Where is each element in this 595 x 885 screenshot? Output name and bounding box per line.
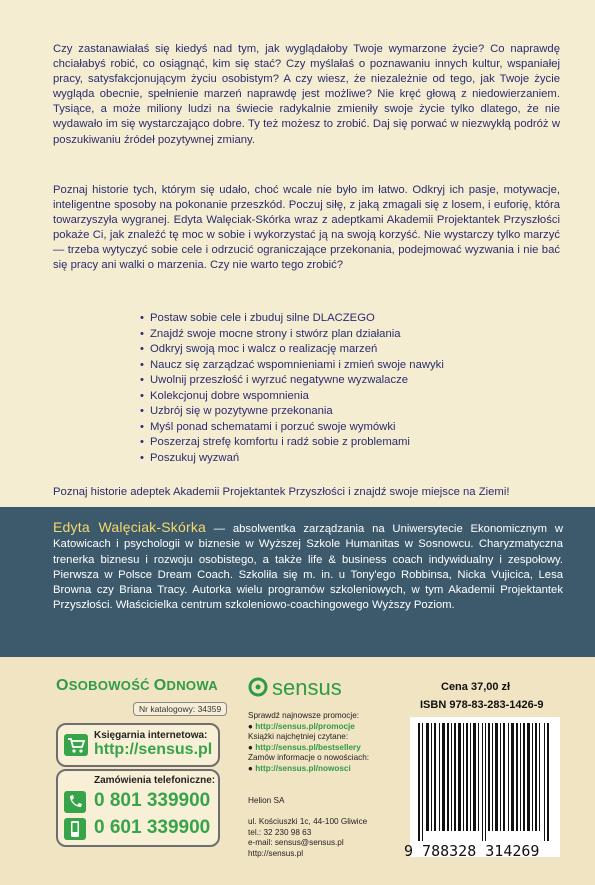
list-item: • Naucz się zarządzać wspomnieniami i zmień swoje nawyki [140,358,444,374]
author-bio-band [0,507,595,657]
list-item: • Poszukuj wyzwań [140,451,444,467]
phone-number[interactable]: 0 801 339900 [94,790,211,811]
blurb-paragraph-2: Poznaj historie tych, którym się udało, choć wcale nie było im łatwo. Odkryj ich pasje, motywacje, inteligentne sposoby na pokonanie przeszkód. Poczuj siłę, z jaką zmagali się z losem, i euforię, która towarzyszyła wygranej. Edyta Walęciak-Skórka wraz z adeptkami Akademii Projektantek Przyszłości pokaże Ci, jak znaleźć tę moc w sobie i wykorzystać ją na swoją korzyść. Nie wystarczy tylko marzyć — trzeba wytyczyć sobie cele i odrzucić ograniczające przekonania, podejmować wyzwania i nie bać się pracy ani walki o marzenia. Czy nie warto tego zrobić? [53,184,560,272]
phone-icon [64,791,86,813]
shop-link[interactable]: http://sensus.pl [94,741,213,758]
tips-list [140,311,444,466]
isbn: ISBN 978-83-283-1426-9 [420,699,544,711]
phone-number[interactable]: 0 601 339900 [94,817,211,838]
sensus-logo-icon [248,677,268,697]
series-logo: OSOBOWOŚĆ ODNOWA [56,677,218,694]
promo-link[interactable]: http://sensus.pl/promocje [255,721,355,731]
phone-orders-box [56,769,220,847]
barcode-number: 9 788328 314269 [404,842,540,860]
catalog-number: Nr katalogowy: 34359 [133,702,227,716]
list-item: • Odkryj swoją moc i walcz o realizację marzeń [140,342,444,358]
promo-link[interactable]: http://sensus.pl/bestsellery [255,742,361,752]
barcode-area [410,717,560,857]
shop-label: Księgarnia internetowa: [94,730,208,741]
list-item: • Znajdź swoje mocne strony i stwórz plan działania [140,327,444,343]
publisher-logo: sensus [272,675,342,700]
barcode-icon [410,717,560,842]
cart-icon [64,734,88,756]
list-item: • Postaw sobie cele i zbuduj silne DLACZEGO [140,311,444,327]
publisher-address: Helion SA ul. Kościuszki 1c, 44-100 Gliwice tel.: 32 230 98 63 e-mail: sensus@sensus.pl http://sensus.pl [248,796,368,858]
mobile-phone-icon [64,818,86,840]
phone-label: Zamówienia telefoniczne: [94,775,216,786]
author-bio-text: — absolwentka zarządzania na Uniwersytecie Ekonomicznym w Katowicach i psychologii w biznesie w Wyższej Szkole Humanitas w Sosnowcu. Charyzmatyczna trenerka biznesu i rozwoju osobistego, a także life & business coach indywidualny i zespołowy. Pierwsza w Polsce Dream Coach. Szkoliła się m. in. u Tony'ego Robbinsa, Nicka Vujicica, Lesa Browna czy Briana Tracy. Autorka wielu programów szkoleniowych, w tym Akademii Projektantek Przyszłości. Właścicielka centrum szkoleniowo-coachingowego Wyższy Poziom. [53,523,564,612]
back-cover-footer [0,657,595,885]
list-item: • Uzbrój się w pozytywne przekonania [140,404,444,420]
list-item: • Myśl ponad schematami i porzuć swoje wymówki [140,420,444,436]
list-item: • Uwolnij przeszłość i wyrzuć negatywne wyzwalacze [140,373,444,389]
blurb-paragraph-1: Czy zastanawiałaś się kiedyś nad tym, jak wyglądałoby Twoje wymarzone życie? Co naprawdę chciałabyś robić, co osiągnąć, kim się stać? Czy myślałaś o poznawaniu innych kultur, wspaniałej pracy, satysfakcjonującym życiu osobistym? A czy wiesz, że niezależnie od tego, jak Twoje życie wygląda obecnie, spełnienie marzeń naprawdę jest możliwe? Nie kręć głową z niedowierzaniem. Tysiące, a może miliony ludzi na świecie radykalnie zmieniły swoje życie tylko dlatego, że nie wydawało im się wystarczająco dobre. Ty też możesz to zrobić. Daj się porwać w niezwykłą podróż w poszukiwaniu źródeł pozytywnej zmiany. [53,43,560,146]
closing-line: Poznaj historie adeptek Akademii Projektantek Przyszłości i znajdź swoje miejsce na Ziemi! [53,486,510,498]
list-item: • Poszerzaj strefę komfortu i radź sobie z problemami [140,435,444,451]
list-item: • Kolekcjonuj dobre wspomnienia [140,389,444,405]
online-shop-box [56,723,220,767]
promo-link[interactable]: http://sensus.pl/nowosci [255,763,351,773]
author-bio [53,520,563,614]
author-name: Edyta Walęciak-Skórka [53,519,207,535]
price: Cena 37,00 zł [441,681,511,693]
promo-links: Sprawdź najnowsze promocje: ● http://sensus.pl/promocje Książki najchętniej czytane: ● http://sensus.pl/bestsellery Zamów informacje o nowościach: ● http://sensus.pl/nowosci [248,711,370,773]
